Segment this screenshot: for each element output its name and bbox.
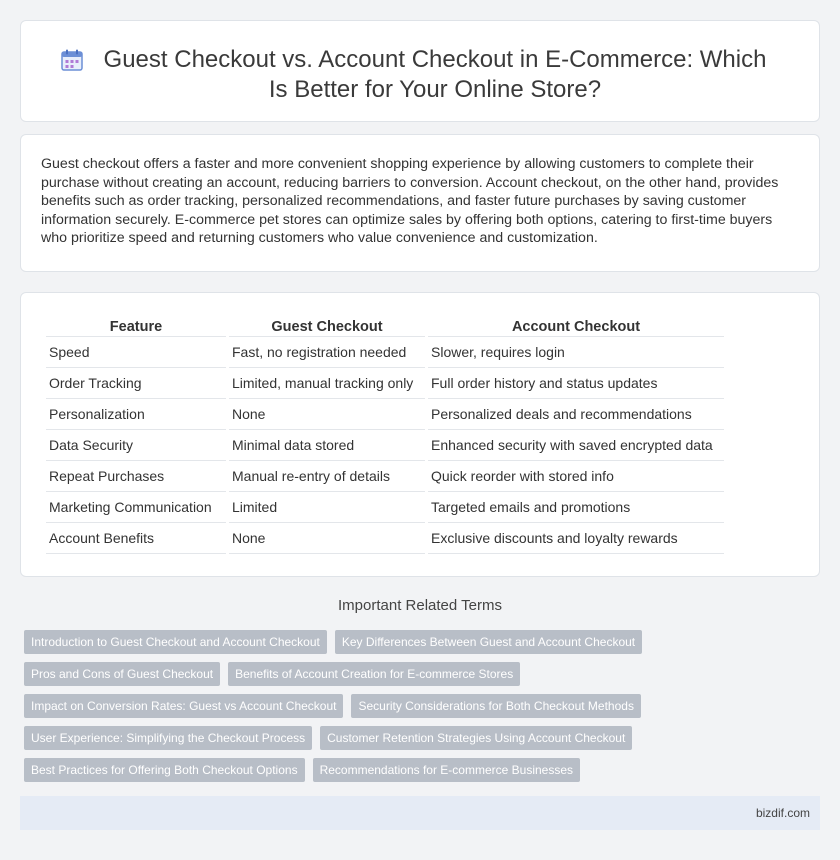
related-term-link[interactable]: Benefits of Account Creation for E-commerce Stores (228, 662, 520, 686)
related-terms-list (24, 630, 824, 790)
table-cell: Full order history and status updates (428, 368, 724, 399)
summary-paragraph: Guest checkout offers a faster and more convenient shopping experience by allowing customers to complete their purchase without creating an account, reducing barriers to conversion. Account checkout, on the other hand, provides benefits such as order tracking, personalized recommendations, and faster future purchases by saving customer information securely. E-commerce pet stores can optimize sales by offering both options, catering to first-time buyers who prioritize speed and returning customers who value convenience and customization. (41, 156, 779, 247)
column-header-account: Account Checkout (428, 315, 724, 337)
related-term-link[interactable]: Recommendations for E-commerce Businesses (313, 758, 580, 782)
table-row (46, 430, 724, 461)
table-cell: Limited (229, 492, 425, 523)
title-card (20, 20, 820, 122)
table-row (46, 337, 724, 368)
table-row (46, 399, 724, 430)
table-row (46, 492, 724, 523)
related-term-link[interactable]: Key Differences Between Guest and Account Checkout (335, 630, 642, 654)
related-terms-heading: Important Related Terms (338, 597, 502, 614)
table-row (46, 461, 724, 492)
table-cell: Quick reorder with stored info (428, 461, 724, 492)
page-title: Guest Checkout vs. Account Checkout in E-Commerce: Which Is Better for Your Online Store? (103, 46, 767, 103)
table-cell: Data Security (46, 430, 226, 461)
table-cell: Manual re-entry of details (229, 461, 425, 492)
table-row (46, 523, 724, 554)
related-term-link[interactable]: Introduction to Guest Checkout and Account Checkout (24, 630, 327, 654)
summary-card (20, 134, 820, 272)
table-cell: Exclusive discounts and loyalty rewards (428, 523, 724, 554)
related-term-link[interactable]: Security Considerations for Both Checkout Methods (351, 694, 640, 718)
table-cell: Personalization (46, 399, 226, 430)
table-cell: None (229, 399, 425, 430)
column-header-guest: Guest Checkout (229, 315, 425, 337)
calendar-icon (61, 49, 83, 71)
table-cell: Personalized deals and recommendations (428, 399, 724, 430)
footer (20, 796, 820, 830)
table-cell: None (229, 523, 425, 554)
related-term-link[interactable]: Pros and Cons of Guest Checkout (24, 662, 220, 686)
table-cell: Enhanced security with saved encrypted data (428, 430, 724, 461)
table-row (46, 368, 724, 399)
table-cell: Limited, manual tracking only (229, 368, 425, 399)
related-term-link[interactable]: Best Practices for Offering Both Checkout Options (24, 758, 305, 782)
related-term-link[interactable]: User Experience: Simplifying the Checkout Process (24, 726, 312, 750)
footer-site-link[interactable]: bizdif.com (755, 806, 810, 820)
comparison-table (43, 315, 727, 554)
table-cell: Minimal data stored (229, 430, 425, 461)
comparison-table-card (20, 292, 820, 577)
table-cell: Targeted emails and promotions (428, 492, 724, 523)
table-header-row (46, 315, 724, 337)
table-cell: Repeat Purchases (46, 461, 226, 492)
column-header-feature: Feature (46, 315, 226, 337)
table-cell: Slower, requires login (428, 337, 724, 368)
table-cell: Marketing Communication (46, 492, 226, 523)
related-term-link[interactable]: Customer Retention Strategies Using Account Checkout (320, 726, 632, 750)
table-cell: Account Benefits (46, 523, 226, 554)
table-cell: Speed (46, 337, 226, 368)
table-cell: Fast, no registration needed (229, 337, 425, 368)
table-cell: Order Tracking (46, 368, 226, 399)
related-term-link[interactable]: Impact on Conversion Rates: Guest vs Account Checkout (24, 694, 343, 718)
